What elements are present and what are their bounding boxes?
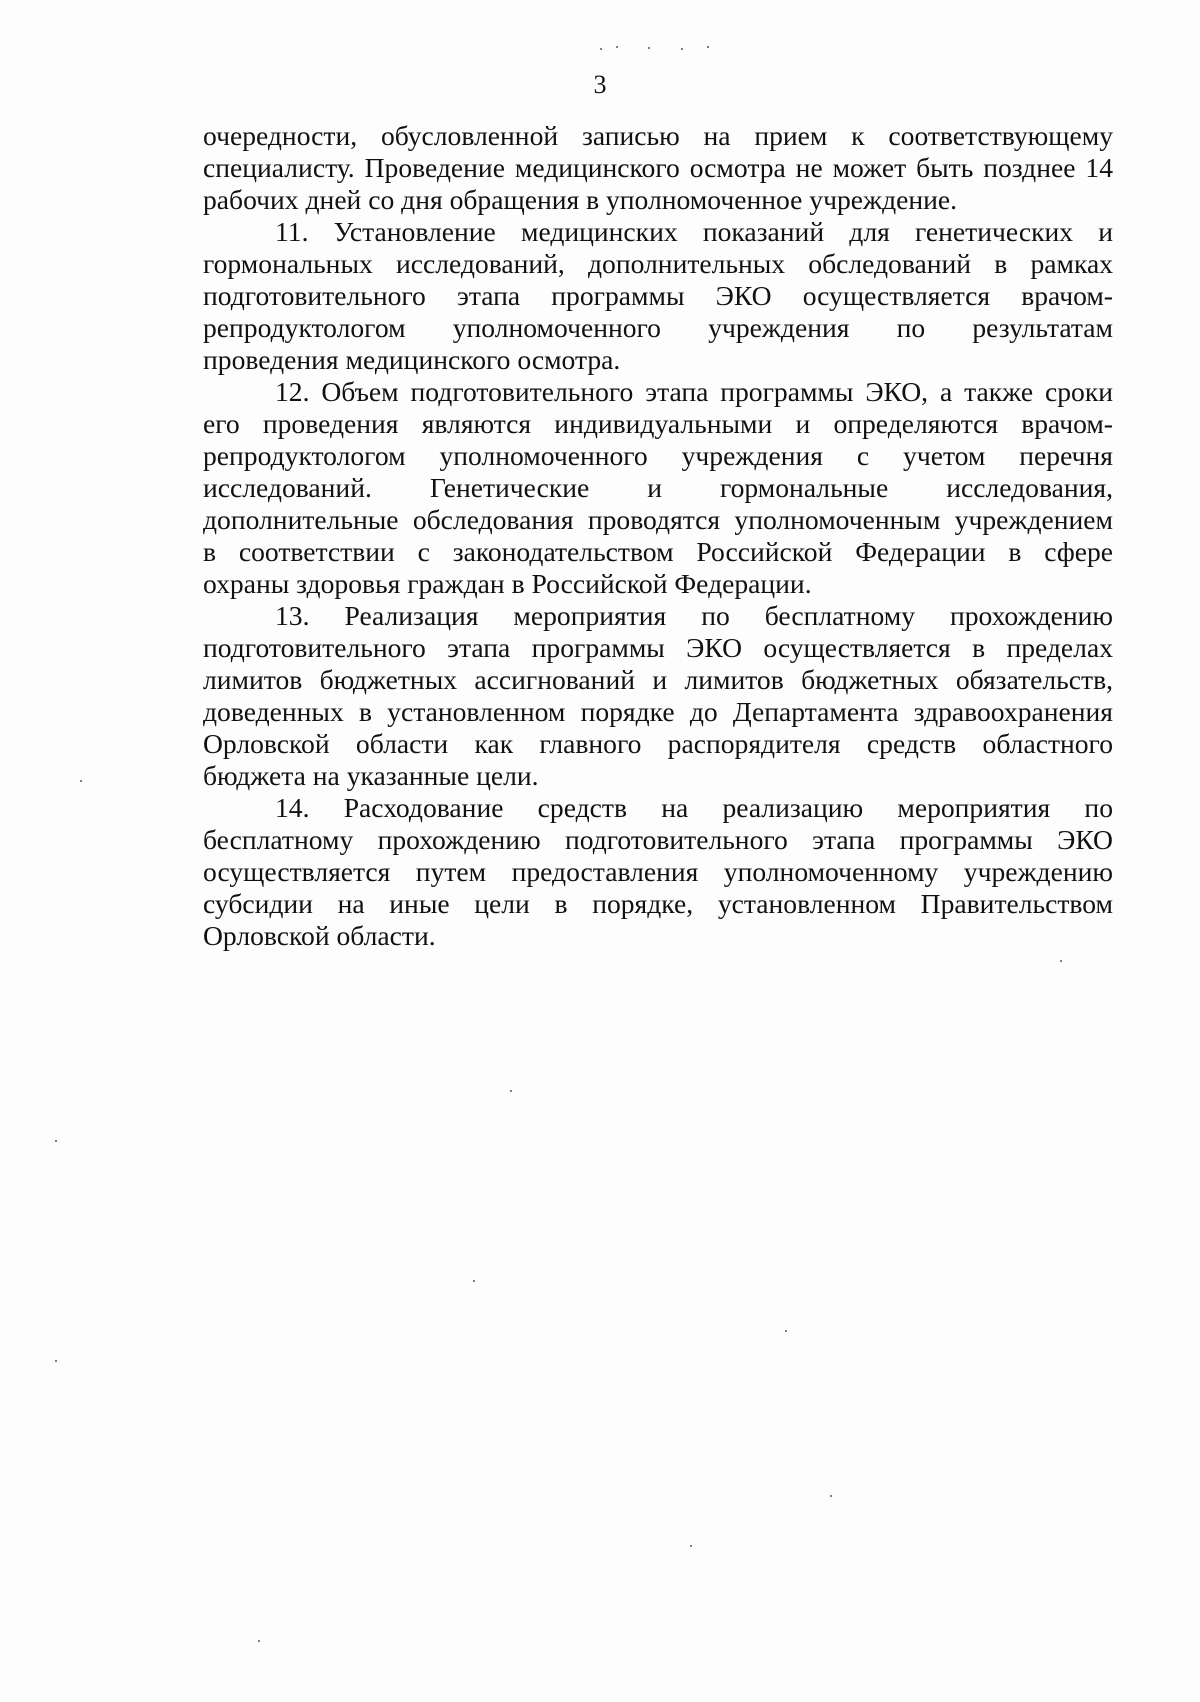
- text-line: субсидии на иные цели в порядке, установленном Правительством: [203, 888, 1113, 919]
- text-line: гормональных исследований, дополнительных обследований в рамках: [203, 248, 1113, 279]
- scan-speck: [681, 48, 683, 50]
- text-line: репродуктологом уполномоченного учреждения по результатам: [203, 312, 1113, 343]
- scan-speck: [258, 1640, 260, 1642]
- text-line: охраны здоровья граждан в Российской Федерации.: [203, 568, 812, 599]
- scan-speck: [785, 1330, 787, 1332]
- scan-speck: [616, 46, 618, 48]
- text-line: лимитов бюджетных ассигнований и лимитов бюджетных обязательств,: [203, 664, 1113, 695]
- text-line: бесплатному прохождению подготовительного этапа программы ЭКО: [203, 824, 1113, 855]
- text-line: подготовительного этапа программы ЭКО осуществляется в пределах: [203, 632, 1113, 663]
- scan-speck: [80, 780, 82, 782]
- page-number: 3: [593, 70, 607, 99]
- text-line: бюджета на указанные цели.: [203, 760, 539, 791]
- text-line: в соответствии с законодательством Российской Федерации в сфере: [203, 536, 1113, 567]
- text-line: 11. Установление медицинских показаний для генетических и: [275, 216, 1113, 247]
- text-line: 12. Объем подготовительного этапа программы ЭКО, а также сроки: [275, 376, 1113, 407]
- scan-speck: [1060, 960, 1062, 962]
- text-line: дополнительные обследования проводятся уполномоченным учреждением: [203, 504, 1113, 535]
- scan-speck: [55, 1140, 57, 1142]
- text-line: доведенных в установленном порядке до Департамента здравоохранения: [203, 696, 1113, 727]
- text-line: 14. Расходование средств на реализацию мероприятия по: [275, 792, 1113, 823]
- scan-speck: [830, 1495, 832, 1497]
- scan-speck: [648, 47, 650, 49]
- text-line: 13. Реализация мероприятия по бесплатному прохождению: [275, 600, 1113, 631]
- text-line: Орловской области.: [203, 920, 436, 951]
- scan-speck: [473, 1280, 475, 1282]
- text-line: подготовительного этапа программы ЭКО осуществляется врачом-: [203, 280, 1113, 311]
- text-line: репродуктологом уполномоченного учреждения с учетом перечня: [203, 440, 1113, 471]
- scan-speck: [600, 48, 602, 50]
- scan-speck: [510, 1090, 512, 1092]
- text-line: проведения медицинского осмотра.: [203, 344, 621, 375]
- scan-speck: [55, 1360, 57, 1362]
- text-line: специалисту. Проведение медицинского осмотра не может быть позднее 14: [203, 152, 1113, 183]
- text-line: очередности, обусловленной записью на прием к соответствующему: [203, 120, 1113, 151]
- text-line: его проведения являются индивидуальными и определяются врачом-: [203, 408, 1113, 439]
- scan-speck: [707, 46, 709, 48]
- text-line: исследований. Генетические и гормональные исследования,: [203, 472, 1113, 503]
- text-line: осуществляется путем предоставления уполномоченному учреждению: [203, 856, 1113, 887]
- scan-speck: [690, 1545, 692, 1547]
- text-line: Орловской области как главного распорядителя средств областного: [203, 728, 1113, 759]
- text-line: рабочих дней со дня обращения в уполномоченное учреждение.: [203, 184, 958, 215]
- document-body: [203, 120, 1113, 952]
